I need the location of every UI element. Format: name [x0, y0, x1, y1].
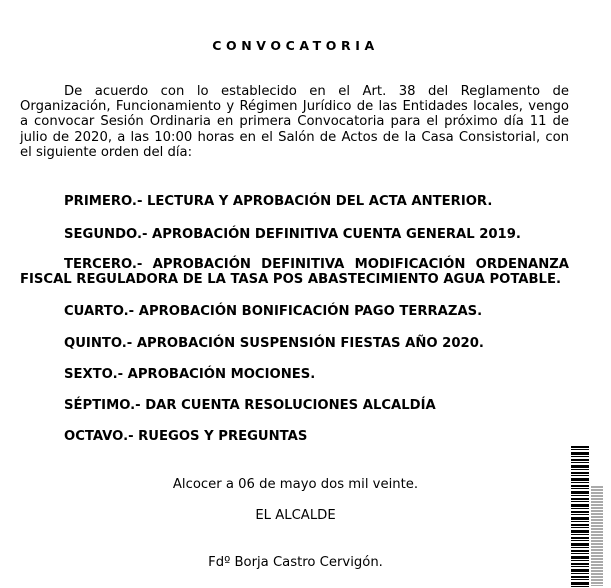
agenda-item-cuarto: CUARTO.- APROBACIÓN BONIFICACIÓN PAGO TERRAZAS.	[64, 304, 483, 319]
agenda-item-tercero: TERCERO.- APROBACIÓN DEFINITIVA MODIFICACIÓN ORDENANZA FISCAL REGULADORA DE LA TASA POS ABASTECIMIENTO AGUA POTABLE.	[20, 257, 569, 288]
agenda-item-septimo: SÉPTIMO.- DAR CUENTA RESOLUCIONES ALCALDÍA	[64, 398, 436, 413]
document-title: CONVOCATORIA	[212, 38, 379, 53]
intro-text: De acuerdo con lo establecido en el Art. 38 del Reglamento de Organización, Funcionamiento y Régimen Jurídico de las Entidades locales, vengo a convocar Sesión Ordinaria en primera Convocatoria para el próximo día 11 de julio de 2020, a las 10:00 horas en el Salón de Actos de la Casa Consistorial, con el siguiente orden del día:	[20, 84, 569, 160]
barcode-icon	[571, 446, 605, 588]
place-date: Alcocer a 06 de mayo dos mil veinte.	[172, 477, 419, 492]
intro-paragraph	[20, 84, 569, 160]
agenda-item-sexto: SEXTO.- APROBACIÓN MOCIONES.	[64, 367, 316, 382]
agenda-item-octavo: OCTAVO.- RUEGOS Y PREGUNTAS	[64, 429, 308, 444]
agenda-item-quinto: QUINTO.- APROBACIÓN SUSPENSIÓN FIESTAS AÑO 2020.	[64, 336, 484, 351]
agenda-item-primero: PRIMERO.- LECTURA Y APROBACIÓN DEL ACTA ANTERIOR.	[64, 194, 493, 209]
signature-line: Fdº Borja Castro Cervigón.	[208, 555, 383, 570]
agenda-item-segundo: SEGUNDO.- APROBACIÓN DEFINITIVA CUENTA GENERAL 2019.	[64, 227, 521, 242]
signer-role: EL ALCALDE	[255, 508, 336, 523]
